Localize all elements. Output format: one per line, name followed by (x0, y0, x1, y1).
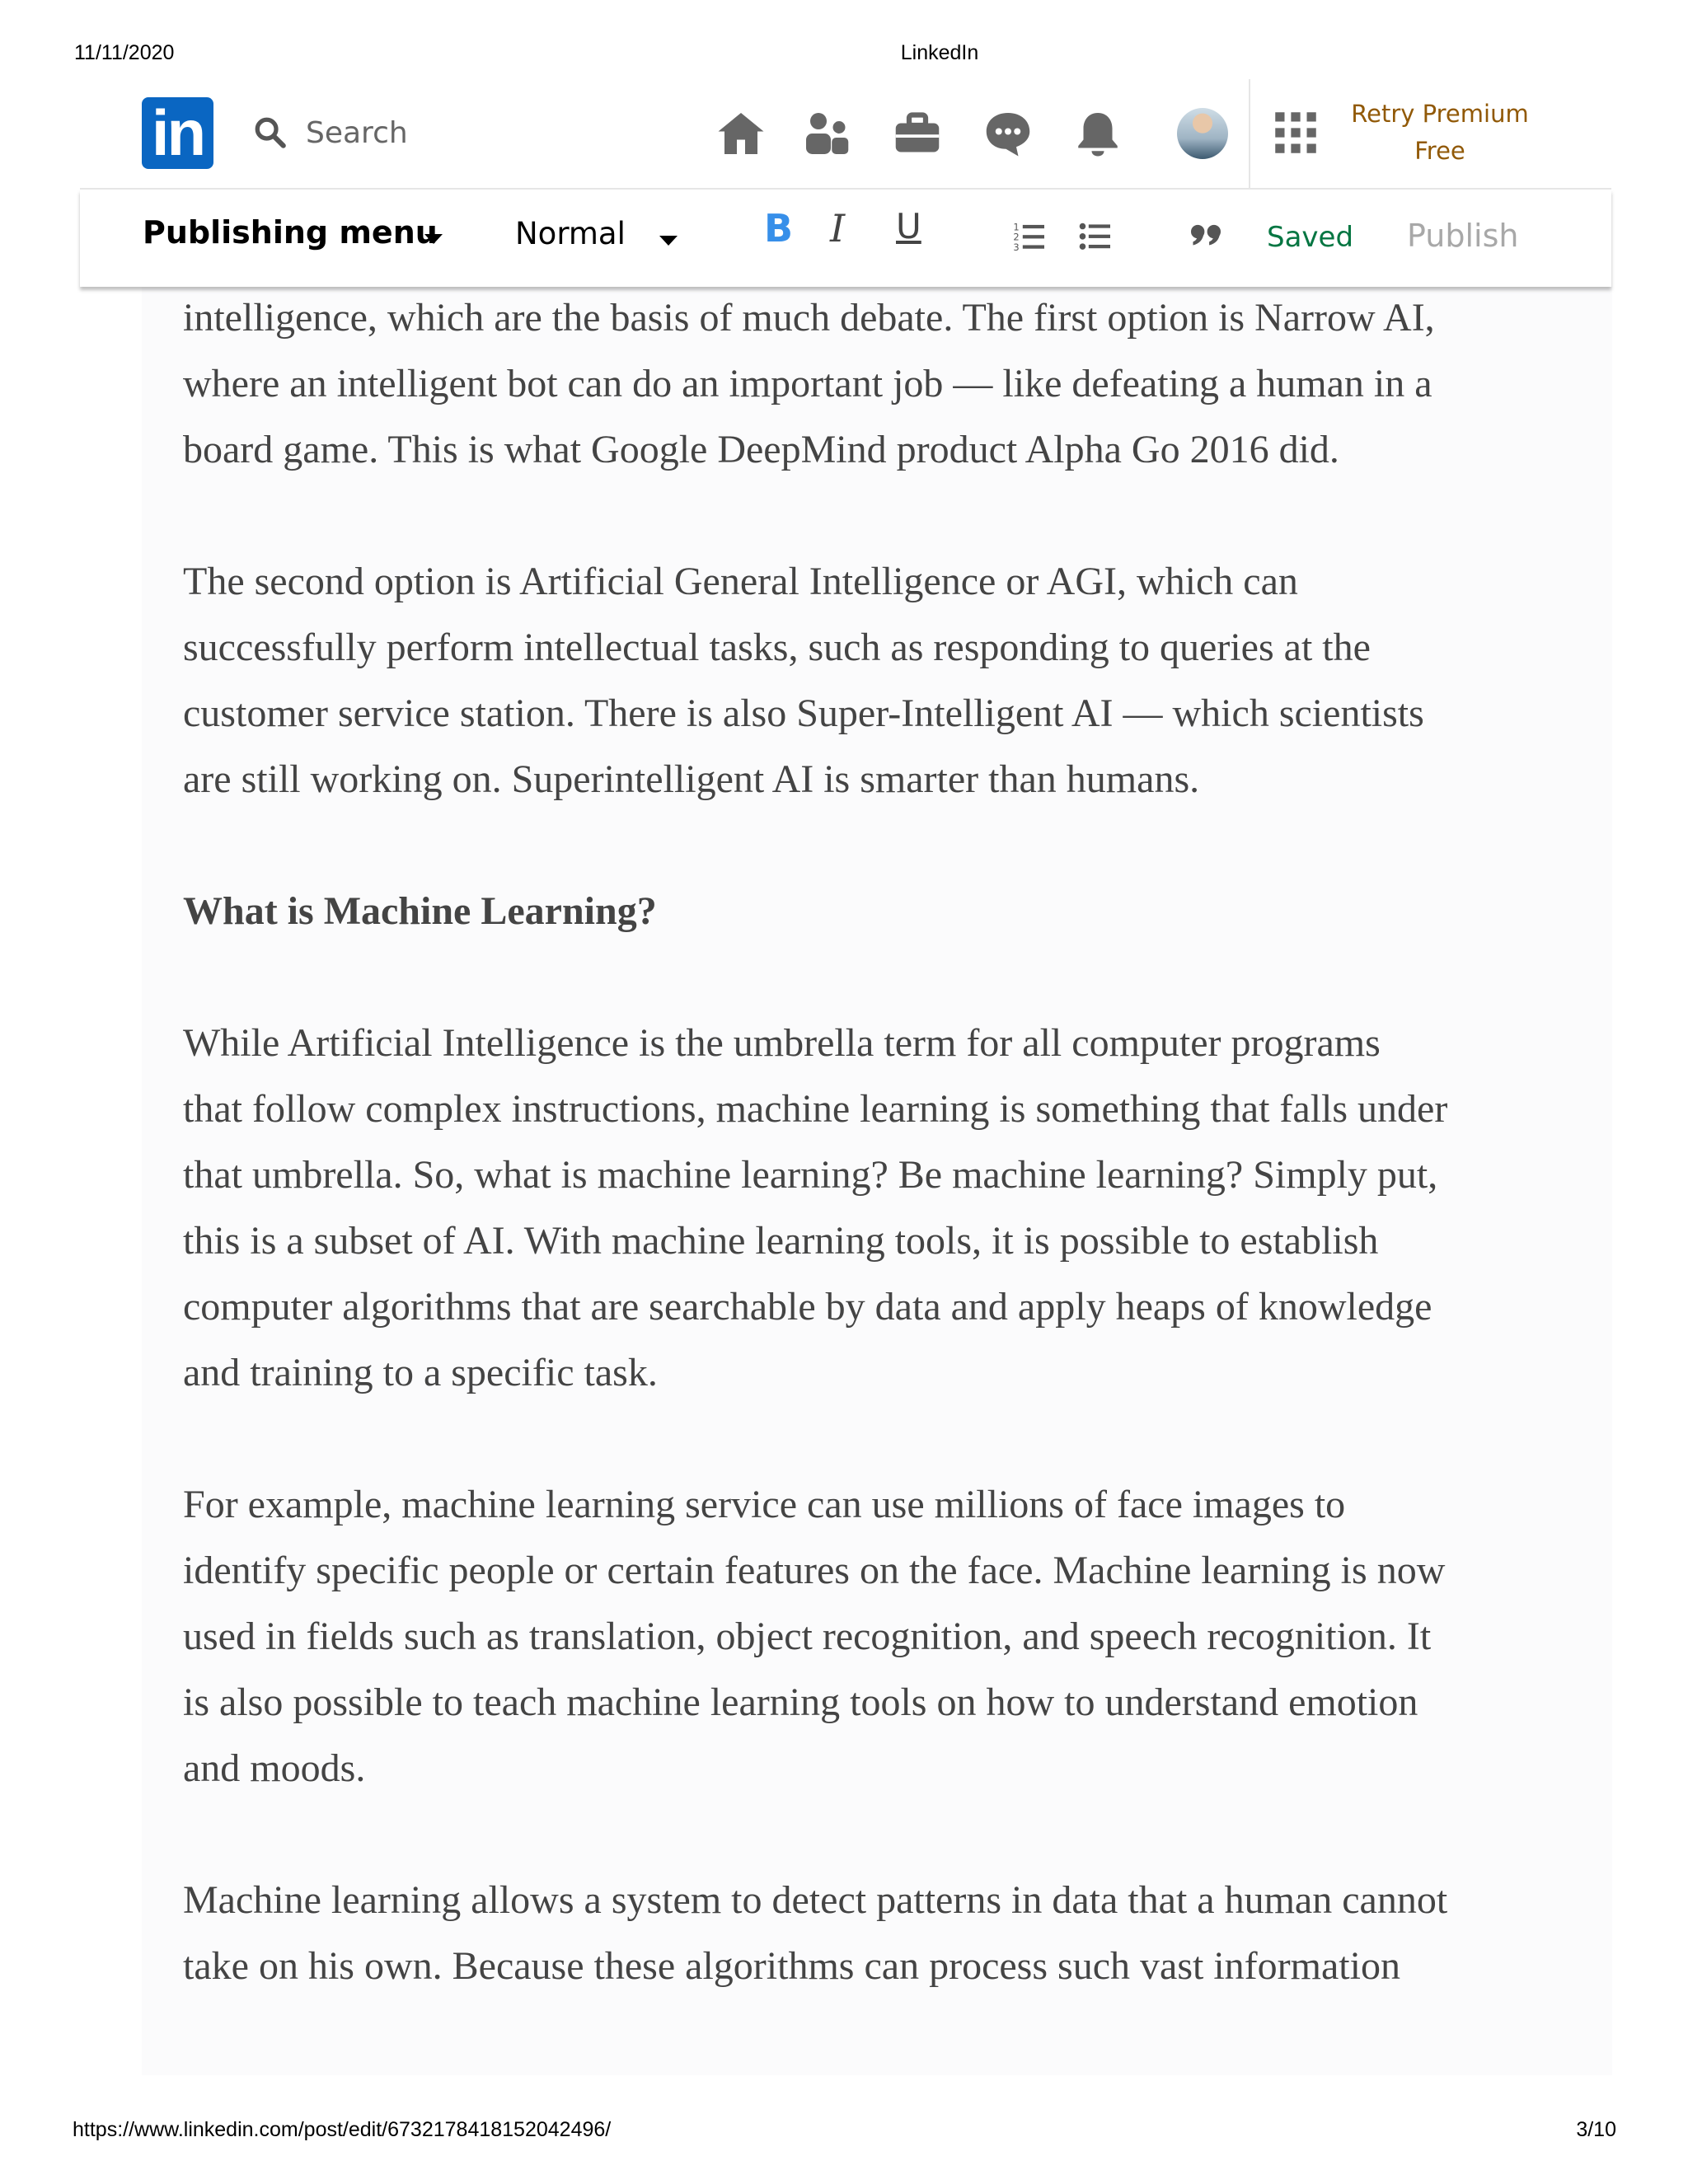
jobs-icon[interactable] (891, 107, 944, 160)
premium-line-2: Free (1414, 137, 1465, 165)
svg-text:2: 2 (1013, 231, 1020, 243)
article-body[interactable] (183, 285, 1535, 1999)
profile-avatar[interactable] (1177, 108, 1228, 159)
chevron-down-icon[interactable] (659, 236, 678, 246)
notifications-icon[interactable] (1071, 107, 1124, 160)
search-input[interactable]: Search (306, 115, 408, 150)
retry-premium-link[interactable] (1349, 96, 1531, 170)
editor-toolbar (80, 190, 1611, 287)
bulleted-list-icon[interactable] (1079, 221, 1112, 251)
publishing-menu-button[interactable]: Publishing menu (143, 214, 438, 251)
print-date: 11/11/2020 (74, 41, 175, 64)
italic-button[interactable]: I (830, 206, 846, 251)
print-title: LinkedIn (900, 41, 979, 64)
section-heading: What is Machine Learning? (183, 889, 657, 933)
paragraph: Machine learning allows a system to detect patterns in data that a human cannot take on his own. Because these algorithms can process such vast information (183, 1878, 1448, 1988)
saved-status: Saved (1267, 221, 1354, 254)
search-icon (253, 115, 288, 150)
publish-button[interactable]: Publish (1407, 218, 1519, 254)
quote-icon[interactable] (1189, 221, 1222, 251)
global-nav (80, 79, 1611, 190)
nav-divider (1249, 79, 1250, 188)
svg-text:3: 3 (1013, 241, 1020, 251)
print-url: https://www.linkedin.com/post/edit/6732178418152042496/ (73, 2118, 612, 2141)
home-icon[interactable] (715, 107, 767, 160)
messaging-icon[interactable] (982, 107, 1034, 160)
paragraph: For example, machine learning service can use millions of face images to identify specific people or certain features on the face. Machine learning is now used in fields such as translation, object recognition, and speech recognition. It is also possible to teach machine learning tools on how to understand emotion and moods. (183, 1483, 1446, 1790)
work-apps-icon[interactable] (1273, 110, 1318, 155)
paragraph: The second option is Artificial General Intelligence or AGI, which can successfully perform intellectual tasks, such as responding to queries at the customer service station. There is also Super-Intelligent AI — which scientists are still working on. Superintelligent AI is smarter than humans. (183, 560, 1424, 801)
print-page-number: 3/10 (1576, 2118, 1616, 2141)
text-style-dropdown[interactable]: Normal (515, 216, 626, 251)
underline-button[interactable]: U (896, 206, 921, 246)
premium-line-1: Retry Premium (1351, 100, 1529, 128)
my-network-icon[interactable] (800, 107, 853, 160)
chevron-down-icon[interactable] (424, 234, 443, 244)
linkedin-logo[interactable]: in (142, 97, 213, 169)
paragraph: intelligence, which are the basis of much debate. The first option is Narrow AI, where an intelligent bot can do an important job — like defeating a human in a board game. This is what Google DeepMind product Alpha Go 2016 did. (183, 296, 1435, 471)
numbered-list-icon[interactable] (1013, 221, 1046, 251)
svg-text:1: 1 (1013, 221, 1020, 233)
paragraph: While Artificial Intelligence is the umbrella term for all computer programs that follow complex instructions, machine learning is something that falls under that umbrella. So, what is machine learning? Be machine learning? Simply put, this is a subset of AI. With machine learning tools, it is possible to establish computer algorithms that are searchable by data and apply heaps of knowledge and training to a specific task. (183, 1021, 1448, 1394)
bold-button[interactable]: B (764, 206, 794, 251)
search-bar[interactable] (253, 108, 517, 157)
